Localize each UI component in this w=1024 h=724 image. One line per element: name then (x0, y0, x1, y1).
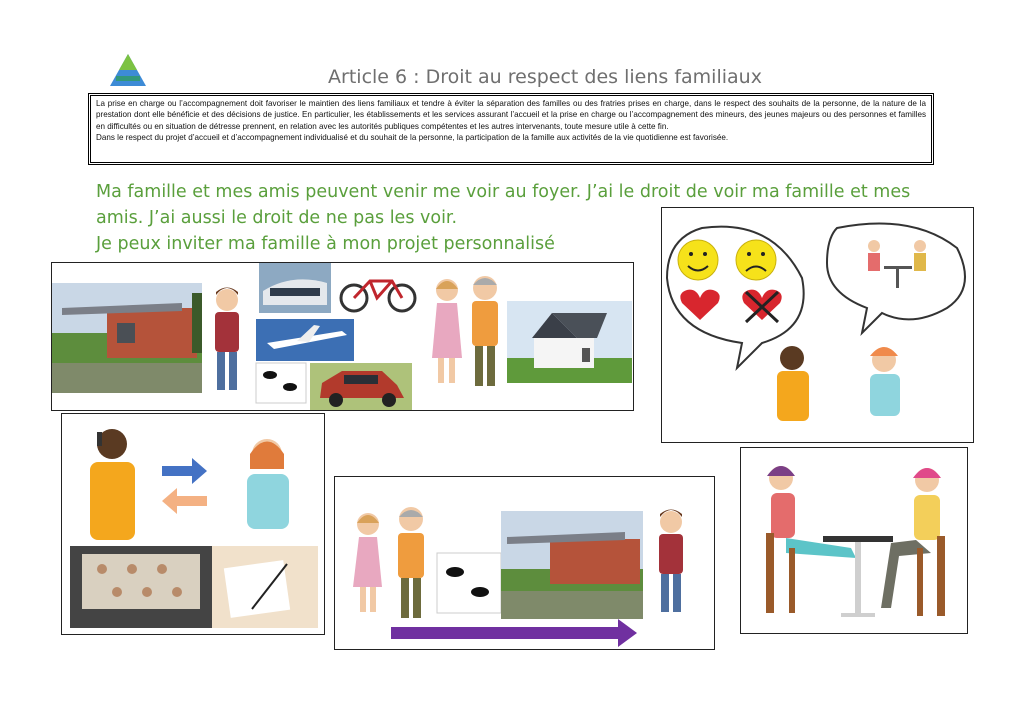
letter-writing-icon (212, 546, 318, 628)
man-icon (659, 510, 683, 613)
pyramid-logo-icon (108, 52, 148, 88)
couple-icon (432, 276, 498, 386)
building-icon (501, 511, 643, 619)
heart-crossed-icon (742, 290, 781, 322)
legal-paragraph: La prise en charge ou l’accompagnement doit favoriser le maintien des liens familiaux et tendre à éviter la séparation des familles ou des fratries prises en charge, dans le respect des souhaits de la personne, de la nature de la prestation dont elle bénéficie et des décisions de justice. En particulier, les établissements et les services assurant l’accueil et la prise en charge ou l’accompagnement des mineurs, des jeunes majeurs ou des personnes et familles en difficultés ou en situation de détresse prennent, en relation avec les autorités publiques compétentes et les autres intervenants, toute mesure utile à cette fin. (96, 99, 926, 131)
travel-panel (51, 262, 634, 411)
two-women-table-icon (766, 466, 945, 617)
couple-icon (353, 507, 424, 618)
footsteps-icon (256, 363, 306, 403)
heart-icon (680, 290, 719, 320)
legal-paragraph: Dans le respect du projet d’accueil et d’accompagnement individualisé et du souhait de la personne, la participation de la famille aux activités de la vie quotidienne est favorisée. (96, 133, 729, 143)
easy-read-line: Ma famille et mes amis peuvent venir me voir au foyer. J’ai le droit de voir ma famille et mes (96, 182, 911, 202)
arrow-left-icon (162, 488, 207, 514)
easy-read-line: Je peux inviter ma famille à mon projet personnalisé (96, 234, 555, 254)
phone-contact-panel (61, 413, 325, 635)
car-icon (310, 363, 412, 411)
building-icon (52, 283, 202, 393)
cafe-panel (740, 447, 968, 634)
woman-phone-icon (247, 439, 289, 529)
legal-text-box (88, 93, 934, 165)
phone-call-icon (777, 346, 900, 421)
easy-read-line: amis. J’ai aussi le droit de ne pas les voir. (96, 208, 458, 228)
man-icon (215, 288, 239, 391)
smiley-happy-icon (678, 240, 718, 280)
bicycle-icon (341, 281, 415, 311)
easy-read-text (96, 179, 911, 257)
feelings-panel (661, 207, 974, 443)
airplane-icon (256, 319, 354, 361)
footsteps-icon (437, 553, 501, 613)
two-women-table-icon (868, 240, 926, 288)
tram-icon (259, 263, 331, 313)
page-title: Article 6 : Droit au respect des liens familiaux (328, 66, 762, 88)
arrow-right-icon (162, 458, 207, 484)
smiley-sad-icon (736, 240, 776, 280)
arrow-right-icon (391, 619, 637, 647)
house-icon (507, 301, 632, 383)
visit-panel (334, 476, 715, 650)
video-call-icon (70, 546, 212, 628)
man-phone-icon (90, 429, 135, 540)
